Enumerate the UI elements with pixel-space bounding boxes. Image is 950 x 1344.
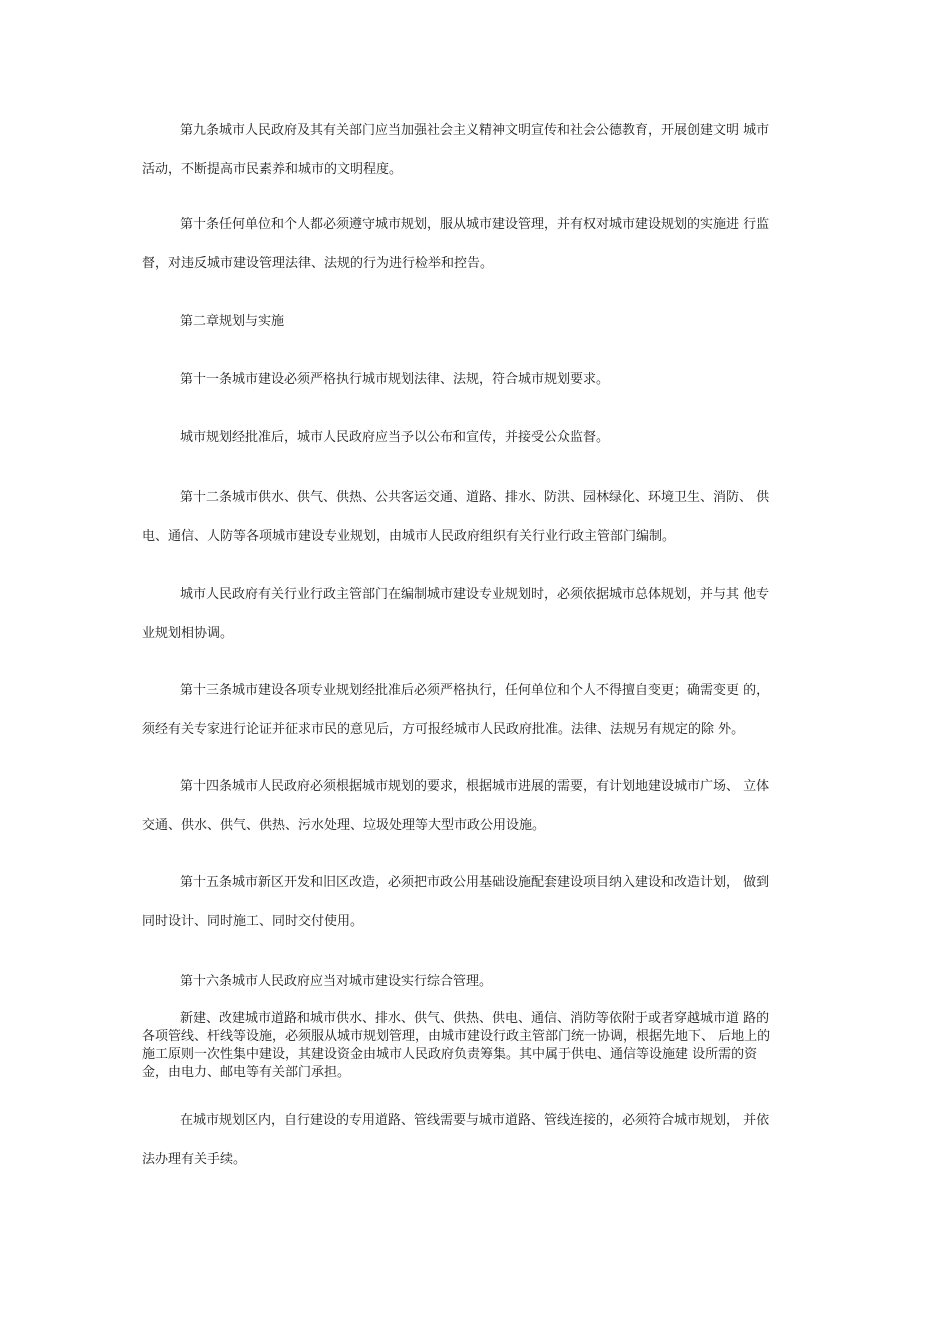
paragraph-line: 第十一条城市建设必须严格执行城市规划法律、法规，符合城市规划要求。 (180, 372, 610, 387)
paragraph-line: 须经有关专家进行论证并征求市民的意见后，方可报经城市人民政府批准。法律、法规另有规定的除 外。 (142, 722, 745, 737)
paragraph-line: 新建、改建城市道路和城市供水、排水、供气、供热、供电、通信、消防等依附于或者穿越城市道 路的 (180, 1011, 770, 1026)
chapter-title: 第二章规划与实施 (180, 314, 285, 329)
paragraph-line: 金，由电力、邮电等有关部门承担。 (142, 1065, 351, 1080)
paragraph-line: 城市人民政府有关行业行政主管部门在编制城市建设专业规划时，必须依据城市总体规划，并与其 他专 (180, 587, 770, 602)
paragraph-line: 活动，不断提高市民素养和城市的文明程度。 (142, 162, 403, 177)
article-14-paragraph (142, 778, 818, 835)
paragraph-line: 城市规划经批准后，城市人民政府应当予以公布和宣传，并接受公众监督。 (180, 430, 610, 445)
paragraph-line: 第十四条城市人民政府必须根据城市规划的要求，根据城市进展的需要，有计划地建设城市广场、 立体 (180, 779, 770, 794)
article-10-paragraph (142, 216, 818, 273)
paragraph-line: 法办理有关手续。 (142, 1152, 247, 1167)
paragraph-line: 各项管线、杆线等设施，必须服从城市规划管理，由城市建设行政主管部门统一协调，根据先地下、 后地上的 (142, 1029, 771, 1044)
article-15-paragraph (142, 874, 818, 931)
article-13-paragraph (142, 682, 818, 739)
paragraph-line: 第十条任何单位和个人都必须遵守城市规划，服从城市建设管理，并有权对城市建设规划的实施进 行监 (180, 217, 770, 232)
paragraph-line: 在城市规划区内，自行建设的专用道路、管线需要与城市道路、管线连接的，必须符合城市规划， 并依 (180, 1113, 770, 1128)
paragraph-line: 第十二条城市供水、供气、供热、公共客运交通、道路、排水、防洪、园林绿化、环境卫生、消防、 供 (180, 490, 770, 505)
article-16-paragraph (142, 973, 818, 991)
article-11-paragraph (142, 371, 818, 389)
paragraph-line: 业规划相协调。 (142, 626, 234, 641)
paragraph-line: 第十五条城市新区开发和旧区改造，必须把市政公用基础设施配套建设项目纳入建设和改造计划， 做到 (180, 875, 770, 890)
article-16-sub-paragraph-2 (142, 1112, 818, 1169)
article-9-paragraph (142, 122, 818, 179)
article-12-paragraph (142, 489, 818, 546)
paragraph-line: 第十六条城市人民政府应当对城市建设实行综合管理。 (180, 974, 493, 989)
paragraph-line: 督，对违反城市建设管理法律、法规的行为进行检举和控告。 (142, 256, 494, 271)
paragraph-line: 施工原则一次性集中建设，其建设资金由城市人民政府负责筹集。其中属于供电、通信等设施建 设所需的资 (142, 1047, 758, 1062)
paragraph-line: 第十三条城市建设各项专业规划经批准后必须严格执行，任何单位和个人不得擅自变更；确需变更 的， (180, 683, 770, 698)
chapter-2-heading (142, 313, 818, 331)
paragraph-line: 电、通信、人防等各项城市建设专业规划，由城市人民政府组织有关行业行政主管部门编制。 (142, 529, 676, 544)
paragraph-line: 第九条城市人民政府及其有关部门应当加强社会主义精神文明宣传和社会公德教育，开展创建文明 城市 (180, 123, 770, 138)
article-16-sub-paragraph (142, 1010, 818, 1082)
article-12-sub-paragraph (142, 586, 818, 643)
article-11-sub-paragraph (142, 429, 818, 447)
paragraph-line: 交通、供水、供气、供热、污水处理、垃圾处理等大型市政公用设施。 (142, 818, 546, 833)
paragraph-line: 同时设计、同时施工、同时交付使用。 (142, 914, 364, 929)
